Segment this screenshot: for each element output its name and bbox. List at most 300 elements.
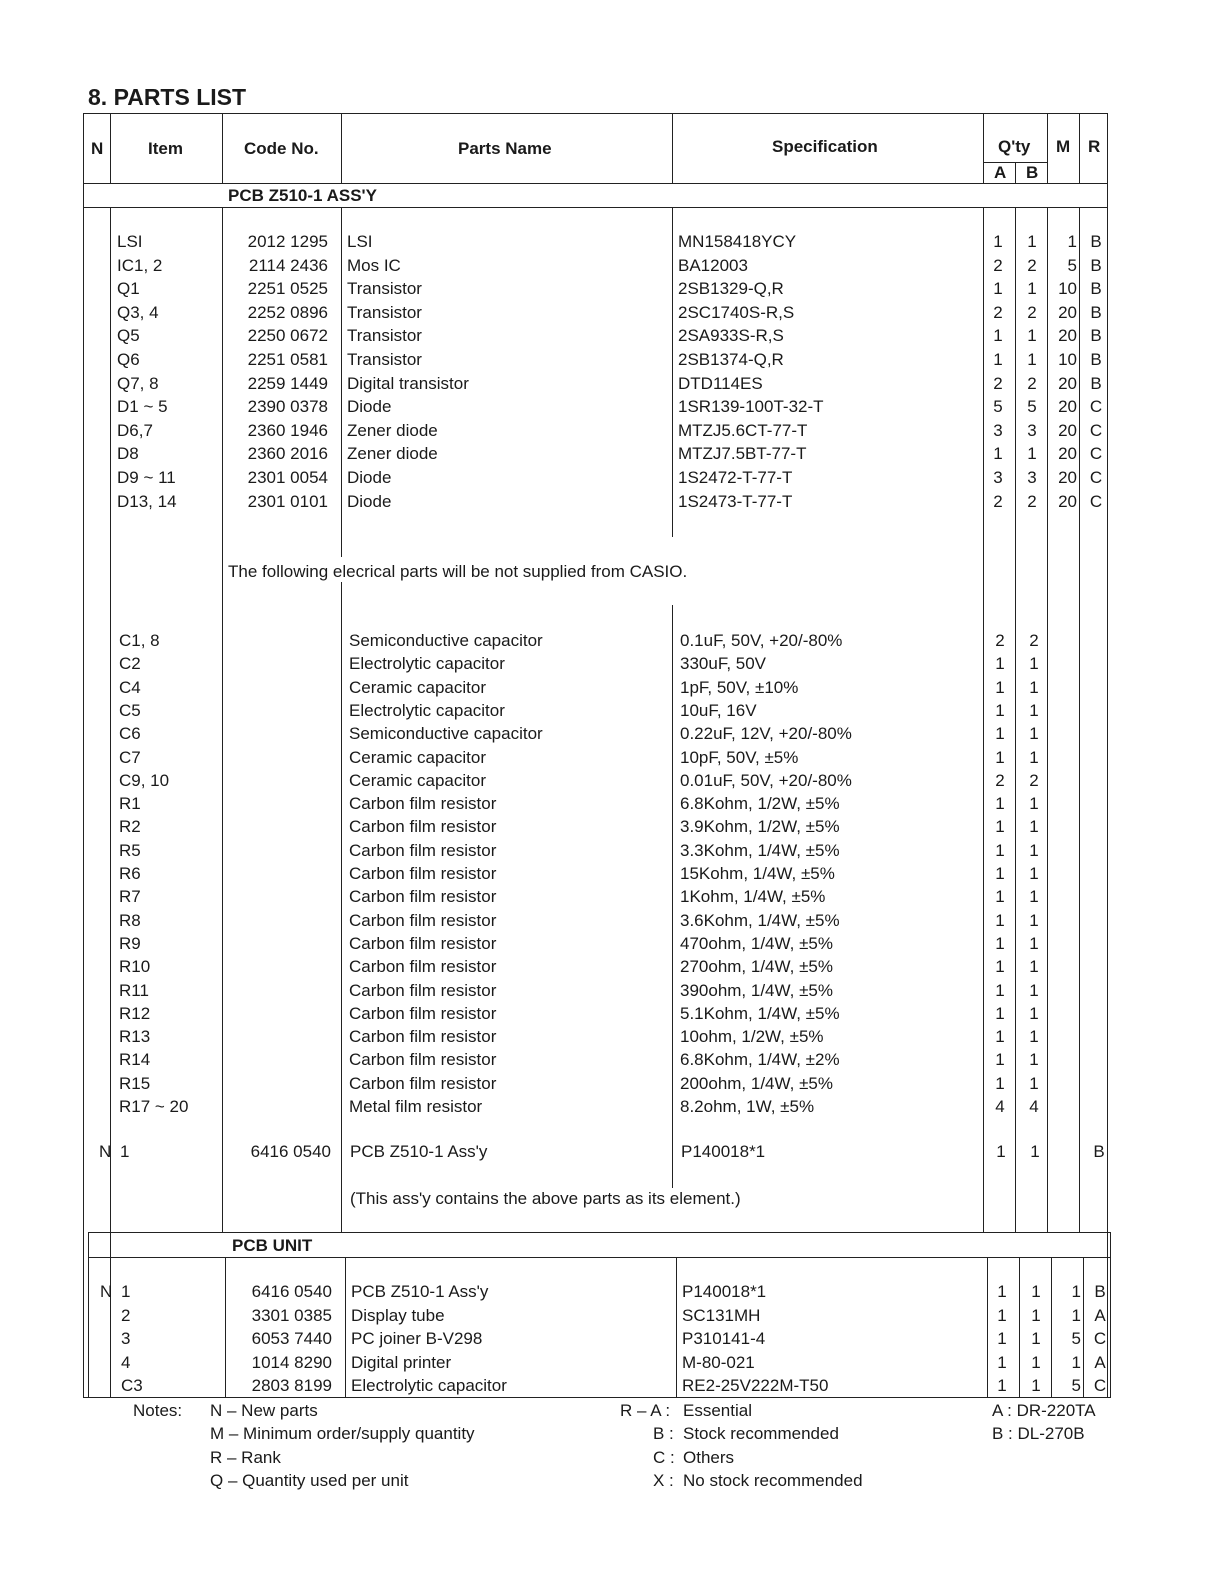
part-qty-b: 1 (1031, 1352, 1041, 1372)
part-spec: BA12003 (678, 255, 748, 275)
part-m: 20 (1058, 373, 1077, 393)
part-name: Zener diode (347, 420, 438, 440)
part-qty-a: 2 (995, 770, 1005, 790)
header-item: Item (148, 139, 183, 158)
table-row (2, 723, 1224, 745)
part-spec: MN158418YCY (678, 232, 797, 251)
part-qty-b: 1 (1029, 933, 1039, 953)
part-qty-b: 1 (1027, 350, 1037, 369)
part-item: R14 (119, 1050, 151, 1070)
table-row (4, 1305, 1224, 1327)
part-name: Metal film resistor (349, 1097, 483, 1116)
table-row (2, 886, 1224, 908)
table-row (2, 980, 1224, 1002)
part-qty-a: 1 (995, 654, 1005, 674)
part-m: 5 (1071, 1329, 1081, 1348)
part-item: Q5 (117, 326, 140, 346)
header-n: N (91, 139, 104, 158)
part-qty-b: 2 (1027, 302, 1037, 322)
part-code: 2251 0525 (247, 279, 328, 299)
part-m: 20 (1058, 468, 1077, 487)
part-qty-b: 1 (1031, 1305, 1041, 1325)
part-qty-a: 1 (995, 910, 1005, 930)
part-qty-b: 1 (1029, 1073, 1039, 1093)
part-r: C (1089, 420, 1103, 440)
part-qty-b: 1 (1031, 1329, 1041, 1348)
part-r: B (1090, 302, 1102, 322)
assy-note: (This ass'y contains the above parts as its element.) (350, 1189, 741, 1208)
part-name: Semiconductive capacitor (349, 724, 543, 744)
part-qty-a: 1 (995, 887, 1005, 907)
part-name: Transistor (347, 279, 422, 299)
part-spec: 1SR139-100T-32-T (678, 397, 824, 417)
part-qty-a: 1 (995, 840, 1005, 860)
part-item: C1, 8 (119, 631, 160, 650)
part-qty-b: 1 (1029, 980, 1039, 1000)
part-r: B (1090, 279, 1102, 299)
part-qty-b: 1 (1027, 444, 1037, 464)
part-name: Diode (347, 397, 392, 417)
table-row (0, 325, 1224, 347)
header-code: Code No. (244, 139, 319, 158)
part-item: C6 (119, 724, 141, 744)
part-qty-b: 2 (1029, 631, 1039, 650)
table-row (0, 491, 1224, 513)
part-qty-a: 2 (995, 631, 1005, 650)
part-name: Carbon film resistor (349, 794, 497, 814)
part-code: 2259 1449 (247, 373, 328, 393)
part-item: 3 (121, 1329, 131, 1348)
part-name: Carbon film resistor (349, 980, 497, 1000)
part-item: R17 ~ 20 (119, 1097, 189, 1116)
part-qty-b: 1 (1027, 232, 1037, 251)
table-row (2, 816, 1224, 838)
part-spec: 0.01uF, 50V, +20/-80% (680, 770, 852, 790)
note-n: N – New parts (210, 1401, 318, 1420)
part-item: C9, 10 (119, 770, 170, 790)
part-name: Transistor (347, 302, 422, 322)
part-r: A (1094, 1352, 1106, 1372)
part-spec: SC131MH (682, 1305, 761, 1325)
part-name: Ceramic capacitor (349, 747, 486, 767)
part-m: 1 (1071, 1305, 1081, 1325)
part-r: C (1089, 444, 1103, 464)
part-qty-a: 1 (995, 933, 1005, 953)
part-item: C2 (119, 654, 141, 674)
table-row (2, 793, 1224, 815)
table-row (0, 278, 1224, 300)
part-spec: 0.22uF, 12V, +20/-80% (680, 724, 852, 744)
part-name: Carbon film resistor (349, 817, 497, 837)
part-spec: 470ohm, 1/4W, ±5% (680, 933, 833, 953)
part-name: Electrolytic capacitor (349, 654, 505, 674)
part-code: 2360 1946 (247, 420, 328, 440)
part-qty-a: 2 (993, 373, 1003, 393)
rank-key-x: X : (653, 1471, 674, 1490)
part-name: Diode (347, 491, 392, 511)
part-qty-b: 1 (1029, 677, 1039, 697)
part-name: PC joiner B-V298 (351, 1329, 483, 1348)
part-name: Carbon film resistor (349, 887, 497, 907)
part-qty-a: 1 (993, 326, 1003, 346)
part-spec: 6.8Kohm, 1/4W, ±2% (680, 1050, 840, 1070)
part-r: C (1089, 491, 1103, 511)
part-m: 20 (1058, 444, 1077, 464)
table-row (0, 231, 1224, 253)
part-name: LSI (347, 232, 373, 251)
part-qty-a: 1 (997, 1329, 1007, 1348)
part-spec: MTZJ5.6CT-77-T (678, 420, 808, 440)
part-name: Carbon film resistor (349, 1050, 497, 1070)
not-supplied-notice: The following elecrical parts will be not supplied from CASIO. (228, 562, 688, 581)
model-b: B : DL-270B (992, 1424, 1085, 1443)
part-code: 3301 0385 (251, 1305, 332, 1325)
part-r: C (1093, 1376, 1107, 1395)
part-m: 10 (1058, 350, 1077, 369)
section-pcb-assy: PCB Z510-1 ASS'Y (228, 186, 377, 205)
table-row (2, 700, 1224, 722)
part-qty-a: 1 (995, 980, 1005, 1000)
table-row (2, 677, 1224, 699)
part-qty-b: 1 (1029, 957, 1039, 977)
part-qty-b: 1 (1029, 817, 1039, 837)
table-row (2, 1096, 1224, 1118)
part-code: 2114 2436 (248, 255, 328, 275)
part-name: Carbon film resistor (349, 840, 497, 860)
part-spec: 0.1uF, 50V, +20/-80% (680, 631, 843, 650)
part-name: Semiconductive capacitor (349, 631, 543, 650)
part-m: 1 (1071, 1282, 1081, 1301)
part-spec: DTD114ES (678, 373, 763, 393)
part-item: Q7, 8 (117, 373, 159, 393)
part-name: Electrolytic capacitor (351, 1376, 507, 1395)
part-code: 2803 8199 (251, 1376, 332, 1395)
header-specification: Specification (772, 137, 878, 156)
part-spec: 1S2472-T-77-T (678, 468, 793, 487)
part-qty-b: 1 (1029, 910, 1039, 930)
table-row (2, 770, 1224, 792)
part-qty-b: 1 (1029, 794, 1039, 814)
part-item: R1 (119, 794, 141, 814)
part-spec: 10pF, 50V, ±5% (680, 747, 799, 767)
part-qty-b: 1 (1029, 1050, 1039, 1070)
rank-x: No stock recommended (683, 1471, 863, 1490)
part-name: Transistor (347, 326, 422, 346)
part-m: 5 (1071, 1376, 1081, 1395)
header-m: M (1056, 137, 1071, 156)
part-n: N (99, 1142, 112, 1161)
part-item: C5 (119, 700, 141, 720)
part-name: Carbon film resistor (349, 1073, 497, 1093)
part-spec: 2SA933S-R,S (678, 326, 784, 346)
part-code: 2252 0896 (247, 302, 328, 322)
part-r: B (1090, 326, 1102, 346)
table-row (2, 1049, 1224, 1071)
part-name: Carbon film resistor (349, 910, 497, 930)
part-spec: M-80-021 (682, 1352, 755, 1372)
part-code: 2250 0672 (247, 326, 328, 346)
part-item: C7 (119, 747, 141, 767)
table-row (0, 420, 1224, 442)
part-item: R11 (119, 980, 149, 1000)
part-code: 2360 2016 (247, 444, 328, 464)
rank-key-b: B : (653, 1424, 674, 1443)
section-pcb-unit: PCB UNIT (232, 1236, 313, 1255)
rank-b: Stock recommended (683, 1424, 839, 1443)
part-code: 2390 0378 (247, 397, 328, 417)
part-code: 1014 8290 (251, 1352, 332, 1372)
part-item: R8 (119, 910, 141, 930)
part-spec: 2SB1374-Q,R (678, 350, 784, 369)
table-row (0, 443, 1224, 465)
table-row (2, 863, 1224, 885)
part-item: R5 (119, 840, 141, 860)
part-item: R7 (119, 887, 141, 907)
part-item: D6,7 (117, 420, 153, 440)
part-r: B (1093, 1142, 1105, 1161)
part-item: Q3, 4 (117, 302, 159, 322)
part-spec: 15Kohm, 1/4W, ±5% (680, 864, 835, 883)
part-qty-a: 1 (995, 817, 1005, 837)
part-spec: 2SB1329-Q,R (678, 279, 784, 299)
part-r: B (1094, 1282, 1106, 1301)
part-qty-b: 1 (1027, 326, 1037, 346)
part-qty-a: 1 (995, 1027, 1005, 1047)
part-item: Q6 (117, 350, 140, 369)
part-name: Display tube (351, 1305, 445, 1325)
header-qty-b: B (1026, 163, 1039, 182)
part-r: B (1090, 373, 1102, 393)
part-qty-b: 1 (1029, 1003, 1039, 1023)
part-qty-a: 1 (995, 957, 1005, 977)
part-m: 20 (1058, 326, 1077, 346)
part-spec: P140018*1 (681, 1142, 766, 1161)
part-qty-a: 1 (995, 724, 1005, 744)
part-spec: P140018*1 (682, 1282, 767, 1301)
part-qty-b: 2 (1027, 491, 1037, 511)
part-code: 2012 1295 (247, 232, 328, 251)
part-n: N (100, 1282, 113, 1301)
table-row (0, 396, 1224, 418)
part-code: 2251 0581 (247, 350, 328, 369)
table-row (2, 1026, 1224, 1048)
part-r: A (1094, 1305, 1106, 1325)
part-qty-b: 4 (1029, 1097, 1039, 1116)
rank-prefix: R – A : (620, 1401, 671, 1420)
part-name: Carbon film resistor (349, 957, 497, 977)
part-qty-a: 1 (993, 232, 1003, 251)
part-r: B (1090, 255, 1102, 275)
part-qty-b: 5 (1027, 397, 1037, 417)
part-qty-a: 1 (993, 350, 1003, 369)
part-qty-a: 2 (993, 491, 1003, 511)
part-qty-a: 2 (993, 302, 1003, 322)
note-r: R – Rank (210, 1448, 281, 1467)
table-row (2, 653, 1224, 675)
part-item: D1 ~ 5 (117, 397, 168, 417)
part-item: D8 (117, 444, 139, 464)
part-qty-b: 1 (1029, 1027, 1039, 1047)
note-m: M – Minimum order/supply quantity (210, 1424, 475, 1443)
part-m: 5 (1067, 255, 1077, 275)
part-item: C3 (121, 1376, 143, 1395)
part-qty-a: 1 (997, 1282, 1007, 1301)
part-m: 20 (1058, 420, 1077, 440)
table-row (3, 1141, 1224, 1163)
part-m: 1 (1071, 1352, 1081, 1372)
part-m: 20 (1058, 491, 1077, 511)
part-name: Ceramic capacitor (349, 770, 486, 790)
part-item: LSI (117, 232, 143, 251)
part-spec: 1pF, 50V, ±10% (680, 677, 799, 697)
notes-label: Notes: (133, 1401, 183, 1420)
header-parts-name: Parts Name (458, 139, 552, 158)
part-spec: 330uF, 50V (680, 654, 767, 674)
part-qty-a: 1 (997, 1305, 1007, 1325)
part-item: R15 (119, 1073, 151, 1093)
header-r: R (1088, 137, 1101, 156)
part-name: Zener diode (347, 444, 438, 464)
part-qty-b: 1 (1027, 279, 1037, 299)
part-item: IC1, 2 (117, 255, 163, 275)
part-qty-b: 1 (1031, 1376, 1041, 1395)
part-name: Diode (347, 468, 392, 487)
part-name: Ceramic capacitor (349, 677, 486, 697)
part-qty-b: 1 (1029, 840, 1039, 860)
part-r: B (1090, 350, 1102, 369)
part-qty-b: 3 (1027, 468, 1037, 487)
part-r: C (1093, 1329, 1107, 1348)
part-item: D9 ~ 11 (117, 468, 176, 487)
part-qty-a: 1 (995, 794, 1005, 814)
part-spec: 8.2ohm, 1W, ±5% (680, 1097, 815, 1116)
part-qty-b: 3 (1027, 420, 1037, 440)
part-spec: 6.8Kohm, 1/2W, ±5% (680, 794, 840, 814)
part-qty-a: 3 (993, 420, 1003, 440)
part-spec: RE2-25V222M-T50 (682, 1376, 829, 1395)
header-qty-a: A (994, 163, 1007, 182)
part-item: 1 (121, 1282, 131, 1301)
table-row (2, 933, 1224, 955)
part-qty-a: 1 (995, 700, 1005, 720)
part-name: Carbon film resistor (349, 864, 497, 883)
part-qty-b: 1 (1029, 864, 1039, 883)
part-name: Transistor (347, 350, 422, 369)
part-item: 1 (120, 1142, 130, 1161)
rank-c: Others (683, 1448, 735, 1467)
part-code: 6053 7440 (251, 1329, 332, 1348)
table-row (4, 1375, 1224, 1397)
part-spec: 2SC1740S-R,S (678, 302, 795, 322)
part-spec: 10ohm, 1/2W, ±5% (680, 1027, 824, 1047)
part-code: 6416 0540 (251, 1282, 332, 1301)
part-r: C (1089, 397, 1103, 417)
table-row (2, 840, 1224, 862)
part-qty-b: 2 (1027, 373, 1037, 393)
part-qty-a: 1 (995, 1050, 1005, 1070)
header-qty: Q'ty (998, 137, 1031, 156)
rank-a: Essential (683, 1401, 752, 1420)
part-qty-a: 2 (993, 255, 1003, 275)
part-spec: 390ohm, 1/4W, ±5% (680, 980, 833, 1000)
part-item: R10 (119, 957, 151, 977)
part-spec: 270ohm, 1/4W, ±5% (680, 957, 833, 977)
part-name: Carbon film resistor (349, 1003, 497, 1023)
part-item: 4 (121, 1352, 131, 1372)
part-r: B (1090, 232, 1102, 251)
part-name: Mos IC (347, 255, 401, 275)
part-qty-a: 1 (997, 1376, 1007, 1395)
part-item: R6 (119, 864, 141, 883)
part-qty-a: 1 (996, 1142, 1006, 1161)
part-qty-b: 1 (1030, 1142, 1040, 1161)
part-qty-a: 5 (993, 397, 1003, 417)
table-row (4, 1352, 1224, 1374)
rank-key-c: C : (653, 1448, 675, 1467)
part-qty-b: 1 (1029, 724, 1039, 744)
part-spec: P310141-4 (682, 1329, 766, 1348)
table-row (0, 373, 1224, 395)
part-qty-b: 1 (1029, 654, 1039, 674)
part-code: 2301 0054 (247, 468, 328, 487)
part-spec: 3.3Kohm, 1/4W, ±5% (680, 840, 840, 860)
model-a: A : DR-220TA (992, 1401, 1096, 1420)
part-qty-a: 1 (995, 747, 1005, 767)
part-spec: 1S2473-T-77-T (678, 491, 793, 511)
part-item: C4 (119, 677, 141, 697)
part-code: 2301 0101 (247, 491, 328, 511)
part-qty-a: 1 (997, 1352, 1007, 1372)
part-item: Q1 (117, 279, 140, 299)
page-title: 8. PARTS LIST (88, 84, 247, 110)
part-qty-a: 3 (993, 468, 1003, 487)
part-qty-a: 1 (993, 444, 1003, 464)
part-name: Carbon film resistor (349, 933, 497, 953)
part-qty-b: 1 (1031, 1282, 1041, 1301)
part-qty-a: 1 (995, 677, 1005, 697)
part-name: Carbon film resistor (349, 1027, 497, 1047)
part-qty-b: 2 (1029, 770, 1039, 790)
table-row (0, 467, 1224, 489)
table-row (2, 956, 1224, 978)
part-name: Digital transistor (347, 373, 469, 393)
part-spec: 3.9Kohm, 1/2W, ±5% (680, 817, 840, 837)
part-item: R13 (119, 1027, 151, 1047)
table-row (4, 1281, 1224, 1303)
table-row (2, 910, 1224, 932)
table-row (2, 1003, 1224, 1025)
part-qty-a: 1 (995, 864, 1005, 883)
part-qty-a: 1 (995, 1003, 1005, 1023)
part-spec: 200ohm, 1/4W, ±5% (680, 1073, 833, 1093)
part-r: C (1089, 468, 1103, 487)
part-qty-b: 1 (1029, 700, 1039, 720)
part-name: Digital printer (351, 1352, 452, 1372)
part-m: 10 (1058, 279, 1077, 299)
part-qty-a: 1 (995, 1073, 1005, 1093)
part-qty-b: 2 (1027, 255, 1037, 275)
table-row (0, 255, 1224, 277)
part-name: PCB Z510-1 Ass'y (351, 1282, 489, 1301)
part-qty-a: 1 (993, 279, 1003, 299)
table-row (4, 1328, 1224, 1350)
part-item: R9 (119, 933, 141, 953)
part-spec: 1Kohm, 1/4W, ±5% (680, 887, 826, 907)
part-spec: 3.6Kohm, 1/4W, ±5% (680, 910, 840, 930)
table-row (2, 630, 1224, 652)
part-m: 20 (1058, 302, 1077, 322)
part-m: 20 (1058, 397, 1077, 417)
